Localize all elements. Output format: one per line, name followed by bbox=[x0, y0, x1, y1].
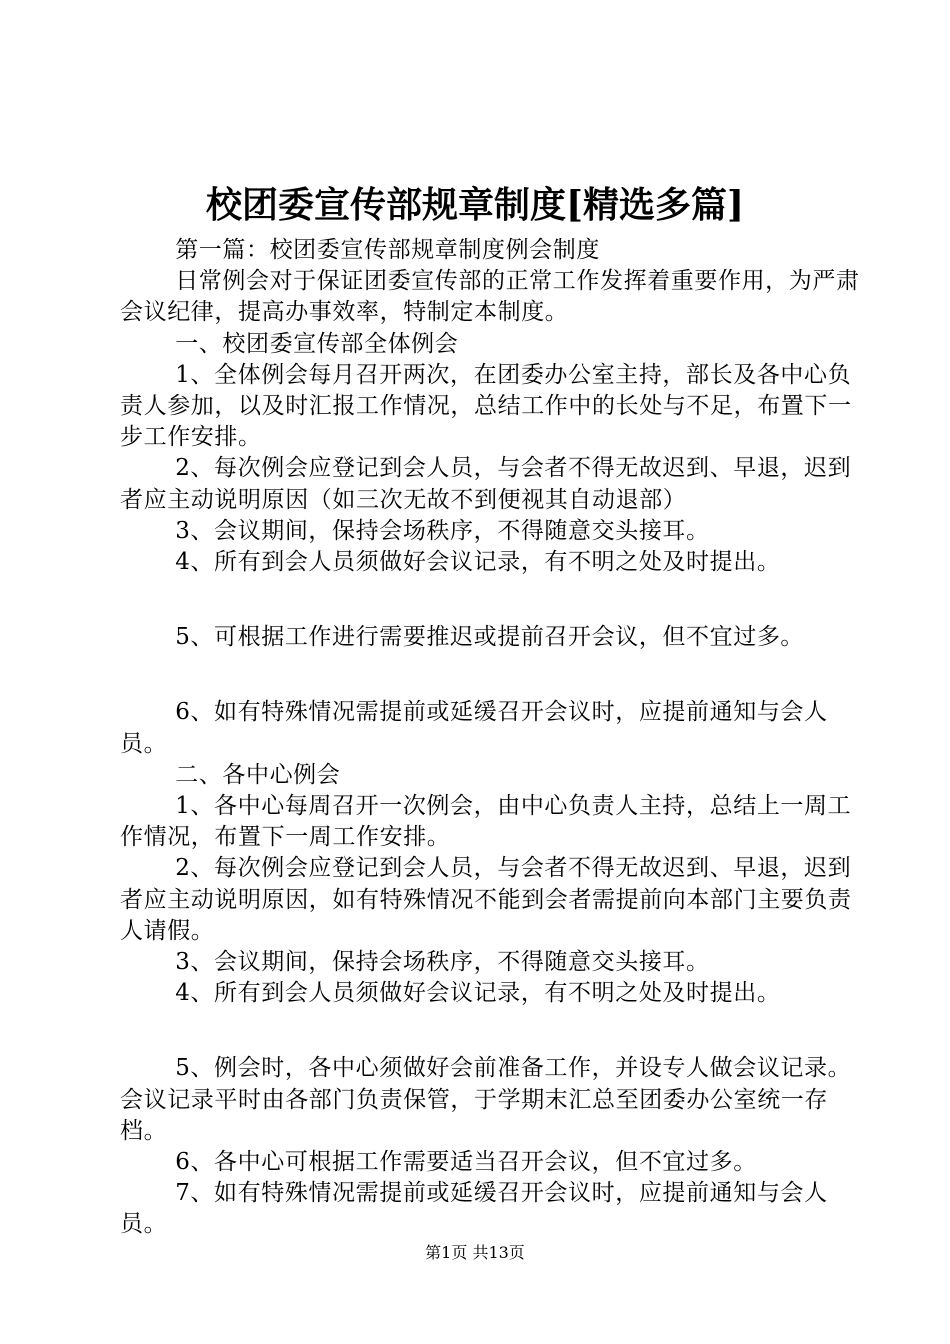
paragraph-item: 2、每次例会应登记到会人员，与会者不得无故迟到、早退，迟到者应主动说明原因（如三次无故不到便视其自动退部） bbox=[120, 455, 852, 513]
document-body bbox=[120, 235, 860, 1241]
paragraph-item: 3、会议期间，保持会场秩序，不得随意交头接耳。 bbox=[175, 517, 710, 544]
paragraph-item: 1、全体例会每月召开两次，在团委办公室主持，部长及各中心负责人参加，以及时汇报工作情况，总结工作中的长处与不足，布置下一步工作安排。 bbox=[120, 361, 852, 451]
paragraph-item: 2、每次例会应登记到会人员，与会者不得无故迟到、早退，迟到者应主动说明原因，如有特殊情况不能到会者需提前向本部门主要负责人请假。 bbox=[120, 855, 852, 944]
paragraph-heading-1: 一、校团委宣传部全体例会 bbox=[175, 330, 459, 357]
paragraph-item: 4、所有到会人员须做好会议记录，有不明之处及时提出。 bbox=[175, 980, 781, 1007]
paragraph-heading-2: 二、各中心例会 bbox=[175, 761, 341, 788]
paragraph-item: 1、各中心每周召开一次例会，由中心负责人主持，总结上一周工作情况，布置下一周工作安排。 bbox=[120, 793, 852, 851]
paragraph-item: 5、可根据工作进行需要推迟或提前召开会议，但不宜过多。 bbox=[175, 624, 805, 651]
paragraph-section-heading: 第一篇：校团委宣传部规章制度例会制度 bbox=[175, 237, 600, 263]
paragraph-intro: 日常例会对于保证团委宣传部的正常工作发挥着重要作用，为严肃会议纪律，提高办事效率，特制定本制度。 bbox=[120, 268, 860, 326]
paragraph-item: 6、各中心可根据工作需要适当召开会议，但不宜过多。 bbox=[175, 1149, 757, 1176]
paragraph-item: 6、如有特殊情况需提前或延缓召开会议时，应提前通知与会人员。 bbox=[120, 699, 828, 757]
paragraph-item: 4、所有到会人员须做好会议记录，有不明之处及时提出。 bbox=[175, 549, 781, 576]
paragraph-item: 7、如有特殊情况需提前或延缓召开会议时，应提前通知与会人员。 bbox=[120, 1180, 828, 1238]
page-number-footer: 第1页 共13页 bbox=[425, 1243, 525, 1262]
paragraph-item: 5、例会时，各中心须做好会前准备工作，并设专人做会议记录。会议记录平时由各部门负责保管，于学期末汇总至团委办公室统一存档。 bbox=[120, 1055, 852, 1144]
paragraph-item: 3、会议期间，保持会场秩序，不得随意交头接耳。 bbox=[175, 949, 710, 976]
document-title: 校团委宣传部规章制度[精选多篇] bbox=[205, 184, 745, 226]
